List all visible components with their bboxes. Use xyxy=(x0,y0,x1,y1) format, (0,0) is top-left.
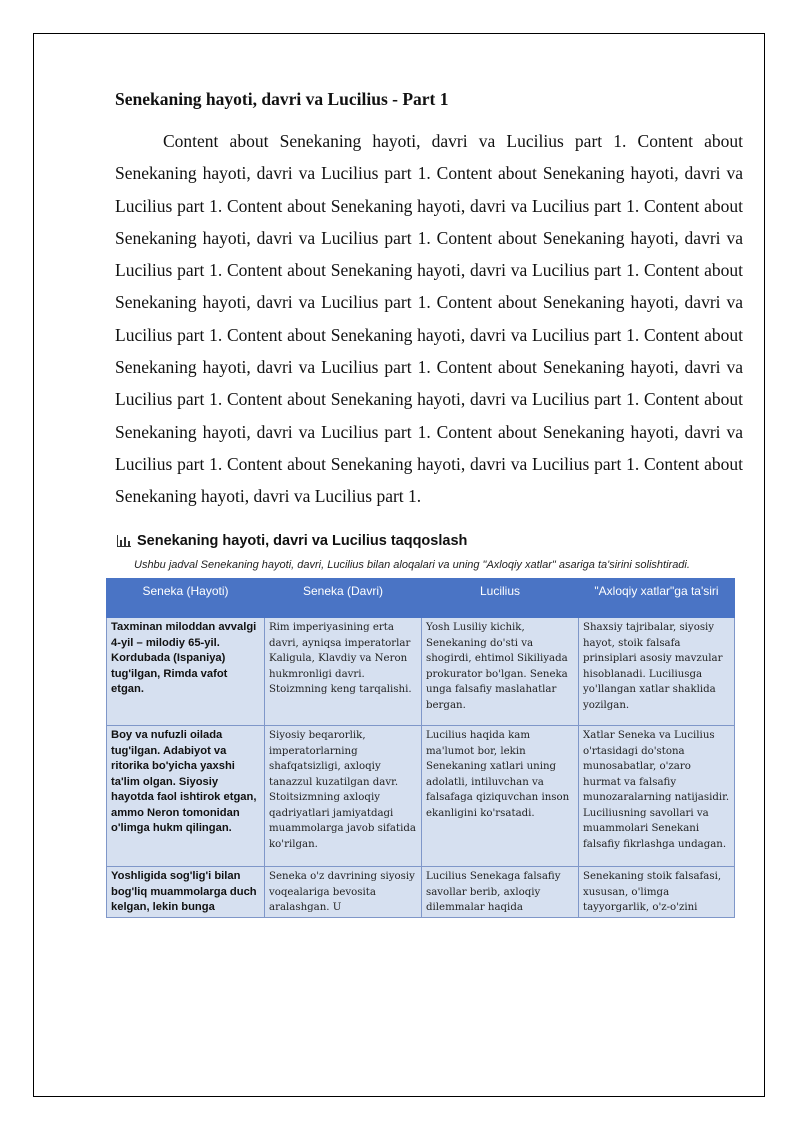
comparison-table-block xyxy=(111,531,743,919)
table-cell-text: Yoshligida sog'lig'i bilan bog'liq muammolarga duch kelgan, lekin bunga xyxy=(111,870,257,914)
table-title-row xyxy=(117,531,743,551)
table-header-row xyxy=(107,579,735,618)
table-row xyxy=(107,618,735,726)
body-paragraph: Content about Senekaning hayoti, davri va Lucilius part 1. Content about Senekaning hayoti, davri va Lucilius part 1. Content about Senekaning hayoti, davri va Lucilius part 1. Content about Senekaning hayoti, davri va Lucilius part 1. Content about Senekaning hayoti, davri va Lucilius part 1. Content about Senekaning hayoti, davri va Lucilius part 1. Content about Senekaning hayoti, davri va Lucilius part 1. Content about Senekaning hayoti, davri va Lucilius part 1. Content about Senekaning hayoti, davri va Lucilius part 1. Content about Senekaning hayoti, davri va Lucilius part 1. Content about Senekaning hayoti, davri va Lucilius part 1. Content about Senekaning hayoti, davri va Lucilius part 1. Content about Senekaning hayoti, davri va Lucilius part 1. Content about Senekaning hayoti, davri va Lucilius part 1. Content about Senekaning hayoti, davri va Lucilius part 1. Content about Senekaning hayoti, davri va Lucilius part 1. Content about Senekaning hayoti, davri va Lucilius part 1. xyxy=(115,131,743,507)
table-cell: Siyosiy beqarorlik, imperatorlarning shafqatsizligi, axloqiy tanazzul kuzatilgan davr. Stoitsizmning axloqiy qadriyatlari jamiyatdagi muammolarga javob sifatida ko'rilgan. xyxy=(265,726,422,867)
comparison-table xyxy=(106,578,735,918)
column-header-hayoti: Seneka (Hayoti) xyxy=(107,579,265,618)
table-row xyxy=(107,726,735,867)
section-heading: Senekaning hayoti, davri va Lucilius - Part 1 xyxy=(115,89,449,109)
document-body xyxy=(111,88,743,918)
table-row xyxy=(107,867,735,918)
table-title: Senekaning hayoti, davri va Lucilius taqqoslash xyxy=(137,532,468,549)
table-cell: Rim imperiyasining erta davri, ayniqsa imperatorlar Kaligula, Klavdiy va Neron hukmronligi davri. Stoizmning keng tarqalishi. xyxy=(265,618,422,726)
table-cell: Xatlar Seneka va Lucilius o'rtasidagi do'stona munosabatlar, o'zaro hurmat va falsafiy munozaralarning natijasidir. Luciliusning savollari va muammolari Senekani falsafiy fikrlashga undagan. xyxy=(579,726,735,867)
table-cell-text: Senekaning stoik falsafasi, xususan, o'limga tayyorgarlik, o'z-o'zini xyxy=(583,871,722,914)
table-caption: Ushbu jadval Senekaning hayoti, davri, Lucilius bilan aloqalari va uning "Axloqiy xatlar" asariga ta'sirini solishtiradi. xyxy=(134,558,690,571)
table-cell xyxy=(265,867,422,918)
column-header-tasiri: "Axloqiy xatlar"ga ta'siri xyxy=(579,579,735,618)
table-cell-text: Lucilius Senekaga falsafiy savollar berib, axloqiy dilemmalar haqida xyxy=(426,871,561,914)
table-cell: Yosh Lusiliy kichik, Senekaning do'sti va shogirdi, ehtimol Sikiliyada prokurator bo'lgan. Seneka unga falsafiy maslahatlar bergan. xyxy=(422,618,579,726)
table-cell: Lucilius haqida kam ma'lumot bor, lekin Senekaning xatlari uning adolatli, intiluvchan va falsafaga qiziquvchan inson ekanligini ko'rsatadi. xyxy=(422,726,579,867)
table-cell xyxy=(579,867,735,918)
table-cell-text: Seneka o'z davrining siyosiy voqealariga bevosita aralashgan. U xyxy=(269,871,415,914)
column-header-lucilius: Lucilius xyxy=(422,579,579,618)
bar-chart-icon xyxy=(117,535,131,547)
table-cell xyxy=(422,867,579,918)
column-header-davri: Seneka (Davri) xyxy=(265,579,422,618)
table-cell: Taxminan miloddan avvalgi 4-yil – milodiy 65-yil. Kordubada (Ispaniya) tug'ilgan, Rimda vafot etgan. xyxy=(107,618,265,726)
table-cell: Shaxsiy tajribalar, siyosiy hayot, stoik falsafa prinsiplari asosiy mavzular hisoblanadi. Luciliusga yo'llangan xatlar shaklida yozilgan. xyxy=(579,618,735,726)
table-cell xyxy=(107,867,265,918)
table-cell: Boy va nufuzli oilada tug'ilgan. Adabiyot va ritorika bo'yicha yaxshi ta'lim olgan. Siyosiy hayotda faol ishtirok etgan, ammo Neron tomonidan o'limga hukm qilingan. xyxy=(107,726,265,867)
